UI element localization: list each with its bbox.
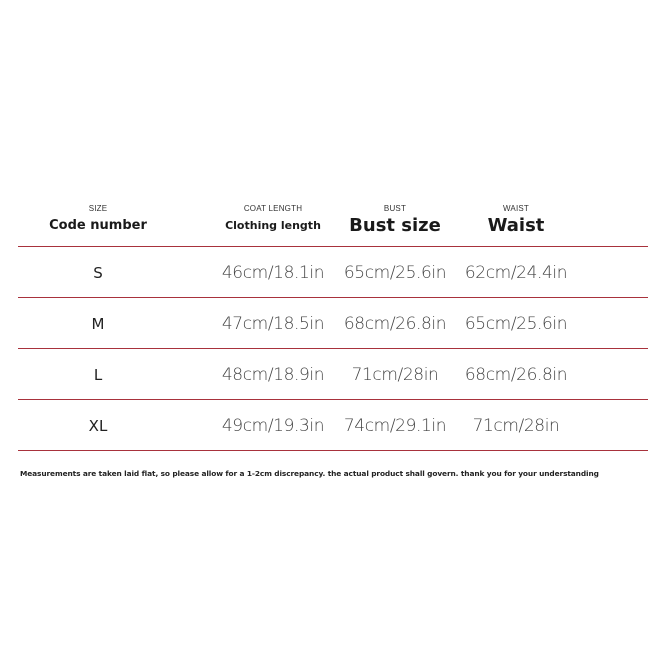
bust-cell: 68cm/26.8in [343,314,447,334]
header-waist-sub: WAIST [502,204,530,213]
table-row [18,247,648,298]
table-row [18,400,648,451]
size-cell: S [93,264,103,282]
waist-cell: 68cm/26.8in [464,365,568,385]
size-cell: L [93,366,103,384]
header-size-sub: SIZE [88,204,108,213]
table-row [18,298,648,349]
waist-cell: 71cm/28in [472,416,560,436]
header-bust-sub: BUST [383,204,407,213]
length-cell: 49cm/19.3in [221,416,325,436]
length-cell: 46cm/18.1in [221,263,325,283]
header-length-sub: COAT LENGTH [243,204,303,213]
header-length-main: Clothing length [225,219,321,232]
waist-cell: 65cm/25.6in [464,314,568,334]
bust-cell: 74cm/29.1in [343,416,447,436]
header-bust-main: Bust size [349,215,441,236]
size-cell: XL [88,417,108,435]
bust-cell: 65cm/25.6in [343,263,447,283]
header-size [43,196,153,234]
size-chart-table [18,196,648,451]
table-header-row [18,196,648,247]
length-cell: 47cm/18.5in [221,314,325,334]
header-size-main: Code number [49,218,147,233]
waist-cell: 62cm/24.4in [464,263,568,283]
header-waist [456,196,576,237]
size-cell: M [91,315,105,333]
measurement-note: Measurements are taken laid flat, so please allow for a 1-2cm discrepancy. the actual product shall govern. thank you for your understanding [20,469,599,478]
length-cell: 48cm/18.9in [221,365,325,385]
header-length [208,196,338,234]
header-bust [335,196,455,237]
table-row [18,349,648,400]
header-waist-main: Waist [487,215,545,236]
bust-cell: 71cm/28in [351,365,439,385]
